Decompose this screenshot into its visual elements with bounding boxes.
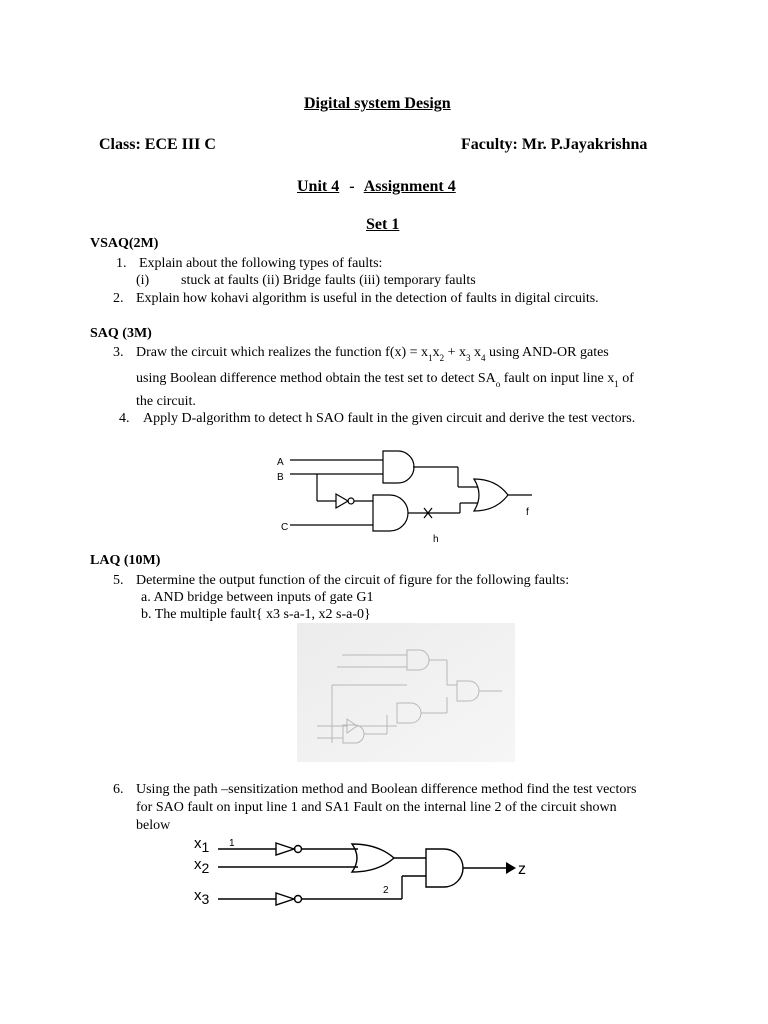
q3-text-e: using AND-OR gates [488,345,609,360]
laq-heading: LAQ (10M) [90,553,161,568]
q3-line2-b: fault on input line x [503,371,615,386]
unit-label: Unit 4 [297,178,340,195]
saq-heading: SAQ (3M) [90,326,152,341]
circuit-diagram-q4 [270,445,560,547]
q5-text: Determine the output function of the circuit of figure for the following faults: [136,573,570,588]
q4-text: Apply D-algorithm to detect h SAO fault in the given circuit and derive the test vectors. [143,411,636,426]
class-label: Class: ECE III C [99,136,216,153]
q1-number: 1. [116,256,127,271]
q6-label-line2: 2 [383,885,389,896]
circuit-photo-q5 [297,623,515,762]
q3-sub2: 2 [439,353,445,363]
q3-line2-c: of [622,371,634,386]
q5-option-b: b. The multiple fault{ x3 s-a-1, x2 s-a-0} [141,607,371,622]
q3-line2 [136,370,634,388]
assignment-label: Assignment 4 [363,178,456,195]
faculty-label: Faculty: Mr. P.Jayakrishna [461,136,648,153]
circuit-label-h: h [433,534,439,545]
vsaq-heading: VSAQ(2M) [90,236,159,251]
q6-label-z: z [518,861,526,878]
q3-line2-sub: o [495,379,501,389]
circuit-label-f: f [526,507,529,518]
unit-dash: - [349,178,355,195]
q1-sub-text: stuck at faults (ii) Bridge faults (iii) temporary faults [181,273,476,288]
circuit-label-b: B [277,472,284,483]
q3-text-b: x [432,345,440,360]
q1-sub-number: (i) [136,273,150,288]
circuit-label-a: A [277,457,284,468]
q3-text-d: x [473,345,481,360]
q6-line2: for SAO fault on input line 1 and SA1 Fault on the internal line 2 of the circuit shown [136,800,617,815]
q2-number: 2. [113,291,124,306]
q4-number: 4. [119,411,130,426]
circuit-diagram-q6 [190,832,540,910]
page-title: Digital system Design [304,95,451,112]
q6-label-x1: x1 [194,835,210,855]
set-label: Set 1 [366,216,400,233]
q3-sub1: 1 [428,353,433,363]
q1-text: Explain about the following types of faults: [139,256,383,271]
q3-number: 3. [113,345,124,360]
q3-line3: the circuit. [136,394,196,409]
q6-label-line1: 1 [229,838,235,849]
q5-option-a: a. AND bridge between inputs of gate G1 [141,590,374,605]
q2-text: Explain how kohavi algorithm is useful in the detection of faults in digital circuits. [136,291,599,306]
q6-line1: Using the path –sensitization method and Boolean difference method find the test vectors [136,782,637,797]
q3-sub3: 3 [465,353,471,363]
q6-number: 6. [113,782,124,797]
q3-line1 [136,344,678,362]
q5-number: 5. [113,573,124,588]
unit-heading [297,178,456,196]
q3-line2-a: using Boolean difference method obtain the test set to detect SA [136,371,496,386]
q3-sub4: 4 [480,353,486,363]
q3-text-a: Draw the circuit which realizes the function f(x) = x [136,345,429,360]
q6-label-x3: x3 [194,887,210,907]
q3-line2-sub2: 1 [614,379,619,389]
circuit-label-c: C [281,522,289,533]
q6-line3: below [136,818,171,833]
q6-label-x2: x2 [194,856,210,876]
q3-text-c: + x [447,345,466,360]
